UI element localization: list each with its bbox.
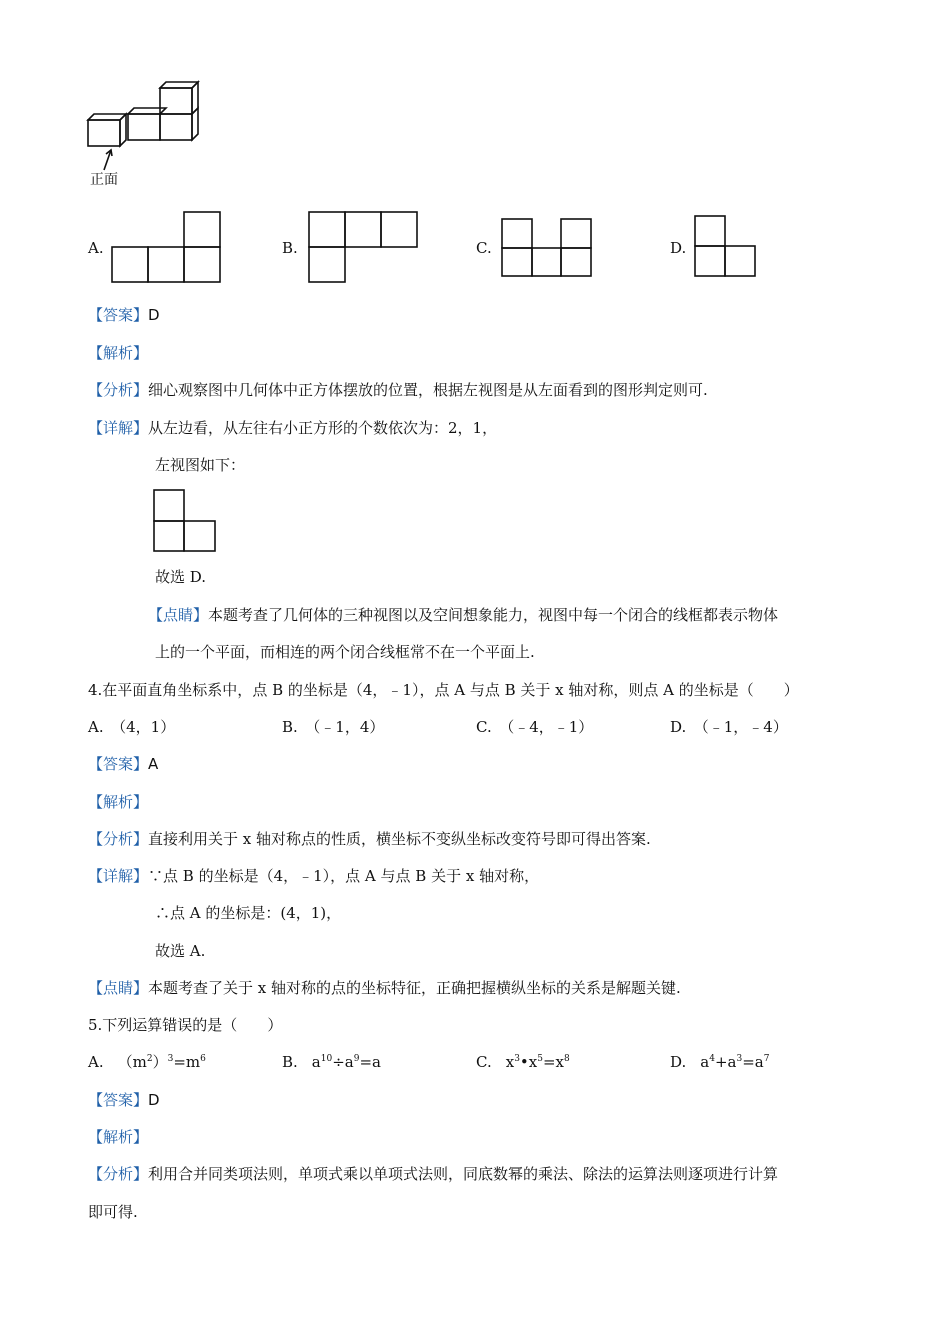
q4-xiangjie	[88, 866, 539, 886]
option-c-figure	[501, 218, 593, 278]
q5-option-b	[282, 1052, 381, 1072]
q3-xiangjie	[88, 418, 497, 438]
xiangjie-text: ∵点 B 的坐标是（4，﹣1），点 A 与点 B 关于 x 轴对称，	[148, 867, 540, 885]
dianjing-text: 本题考查了关于 x 轴对称的点的坐标特征，正确把握横纵坐标的关系是解题关键.	[148, 979, 681, 997]
expr-part: （m	[117, 1053, 147, 1071]
expr-part: a	[311, 1053, 321, 1071]
front-label: 正面	[90, 172, 118, 188]
answer-value: D	[148, 306, 160, 324]
option-label: D.	[670, 1053, 687, 1071]
q3-answer	[88, 305, 160, 325]
expr-exp: 4	[709, 1054, 715, 1064]
expr-exp: 3	[514, 1054, 520, 1064]
option-b-figure	[307, 211, 419, 285]
option-d-figure	[694, 215, 756, 279]
expr-exp: 3	[736, 1054, 743, 1064]
expr-part: =a	[742, 1053, 764, 1071]
option-label: B.	[282, 1053, 298, 1071]
xiangjie-line-2: ∴点 A 的坐标是：(4，1)，	[155, 904, 342, 922]
dianjing-tag: 【点睛】	[88, 979, 149, 997]
expr-exp: 6	[200, 1054, 206, 1064]
q5-fenxi	[88, 1164, 778, 1184]
option-c-label: C.	[476, 239, 492, 257]
fenxi-tag: 【分析】	[88, 1165, 149, 1183]
xiangjie-tag: 【详解】	[88, 419, 149, 437]
q4-option-d: D. （﹣1，﹣4）	[670, 718, 788, 736]
fenxi-text: 细心观察图中几何体中正方体摆放的位置，根据左视图是从左面看到的图形判定则可.	[148, 381, 708, 399]
q5-stem: 5.下列运算错误的是（ ）	[88, 1016, 283, 1034]
fenxi-tag: 【分析】	[88, 830, 149, 848]
xiangjie-tag: 【详解】	[88, 867, 149, 885]
q4-fenxi	[88, 829, 651, 849]
expr-exp: 2	[146, 1054, 153, 1064]
option-d-label: D.	[670, 239, 687, 257]
answer-tag: 【答案】	[88, 306, 149, 324]
xiangjie-text: 从左边看，从左往右小正方形的个数依次为：2，1，	[148, 419, 498, 437]
q5-answer	[88, 1090, 160, 1110]
q4-dianjing	[88, 978, 681, 998]
q3-dianjing	[148, 605, 778, 625]
expr-part: a	[700, 1053, 710, 1071]
answer-value: A	[148, 755, 159, 773]
q4-option-c: C. （﹣4，﹣1）	[476, 718, 594, 736]
expr-part: ）	[152, 1053, 168, 1071]
expr-exp: 10	[320, 1054, 333, 1064]
fenxi-tag: 【分析】	[88, 381, 149, 399]
analysis-tag: 【解析】	[88, 793, 149, 811]
expr-part: ÷a	[332, 1053, 354, 1071]
fenxi-text: 利用合并同类项法则，单项式乘以单项式法则，同底数幂的乘法、除法的运算法则逐项进行计算	[148, 1165, 779, 1183]
expr-exp: 3	[167, 1054, 174, 1064]
answer-tag: 【答案】	[88, 755, 149, 773]
expr-part: =m	[173, 1053, 201, 1071]
option-a-label: A.	[88, 239, 104, 257]
q5-option-c	[476, 1052, 570, 1072]
expr-part: =a	[359, 1053, 381, 1071]
fenxi-text: 直接利用关于 x 轴对称点的性质，横坐标不变纵坐标改变符号即可得出答案.	[148, 830, 651, 848]
analysis-tag: 【解析】	[88, 344, 149, 362]
xiangjie-line-3: 故选 D.	[155, 568, 207, 586]
xiangjie-line-3: 故选 A.	[155, 942, 206, 960]
expr-exp: 5	[537, 1054, 543, 1064]
expr-part: =x	[542, 1053, 564, 1071]
option-label: C.	[476, 1053, 492, 1071]
q3-fenxi	[88, 380, 708, 400]
q5-option-d	[670, 1052, 769, 1072]
q5-option-a	[88, 1052, 206, 1072]
option-label: A.	[88, 1053, 104, 1071]
expr-part: x	[505, 1053, 515, 1071]
analysis-tag: 【解析】	[88, 1128, 149, 1146]
option-b-label: B.	[282, 239, 298, 257]
left-view-figure	[153, 489, 217, 553]
expr-exp: 7	[763, 1054, 770, 1064]
expr-exp: 8	[564, 1054, 570, 1064]
q4-option-a: A. （4，1）	[88, 718, 176, 736]
q4-option-b: B. （﹣1，4）	[282, 718, 385, 736]
answer-tag: 【答案】	[88, 1091, 149, 1109]
xiangjie-line-2: 左视图如下：	[155, 456, 246, 474]
dianjing-tag: 【点睛】	[148, 606, 209, 624]
expr-part: +a	[714, 1053, 737, 1071]
q4-stem: 4.在平面直角坐标系中，点 B 的坐标是（4，﹣1），点 A 与点 B 关于 x 轴对称，则点 A 的坐标是（ ）	[88, 681, 799, 699]
fenxi-line-2: 即可得.	[88, 1203, 138, 1221]
expr-part: •x	[519, 1053, 538, 1071]
dianjing-text: 本题考查了几何体的三种视图以及空间想象能力，视图中每一个闭合的线框都表示物体	[208, 606, 779, 624]
answer-value: D	[148, 1091, 160, 1109]
dianjing-line-2: 上的一个平面，而相连的两个闭合线框常不在一个平面上.	[155, 643, 535, 661]
expr-exp: 9	[353, 1054, 360, 1064]
option-a-figure	[110, 211, 222, 285]
q4-answer	[88, 754, 158, 774]
